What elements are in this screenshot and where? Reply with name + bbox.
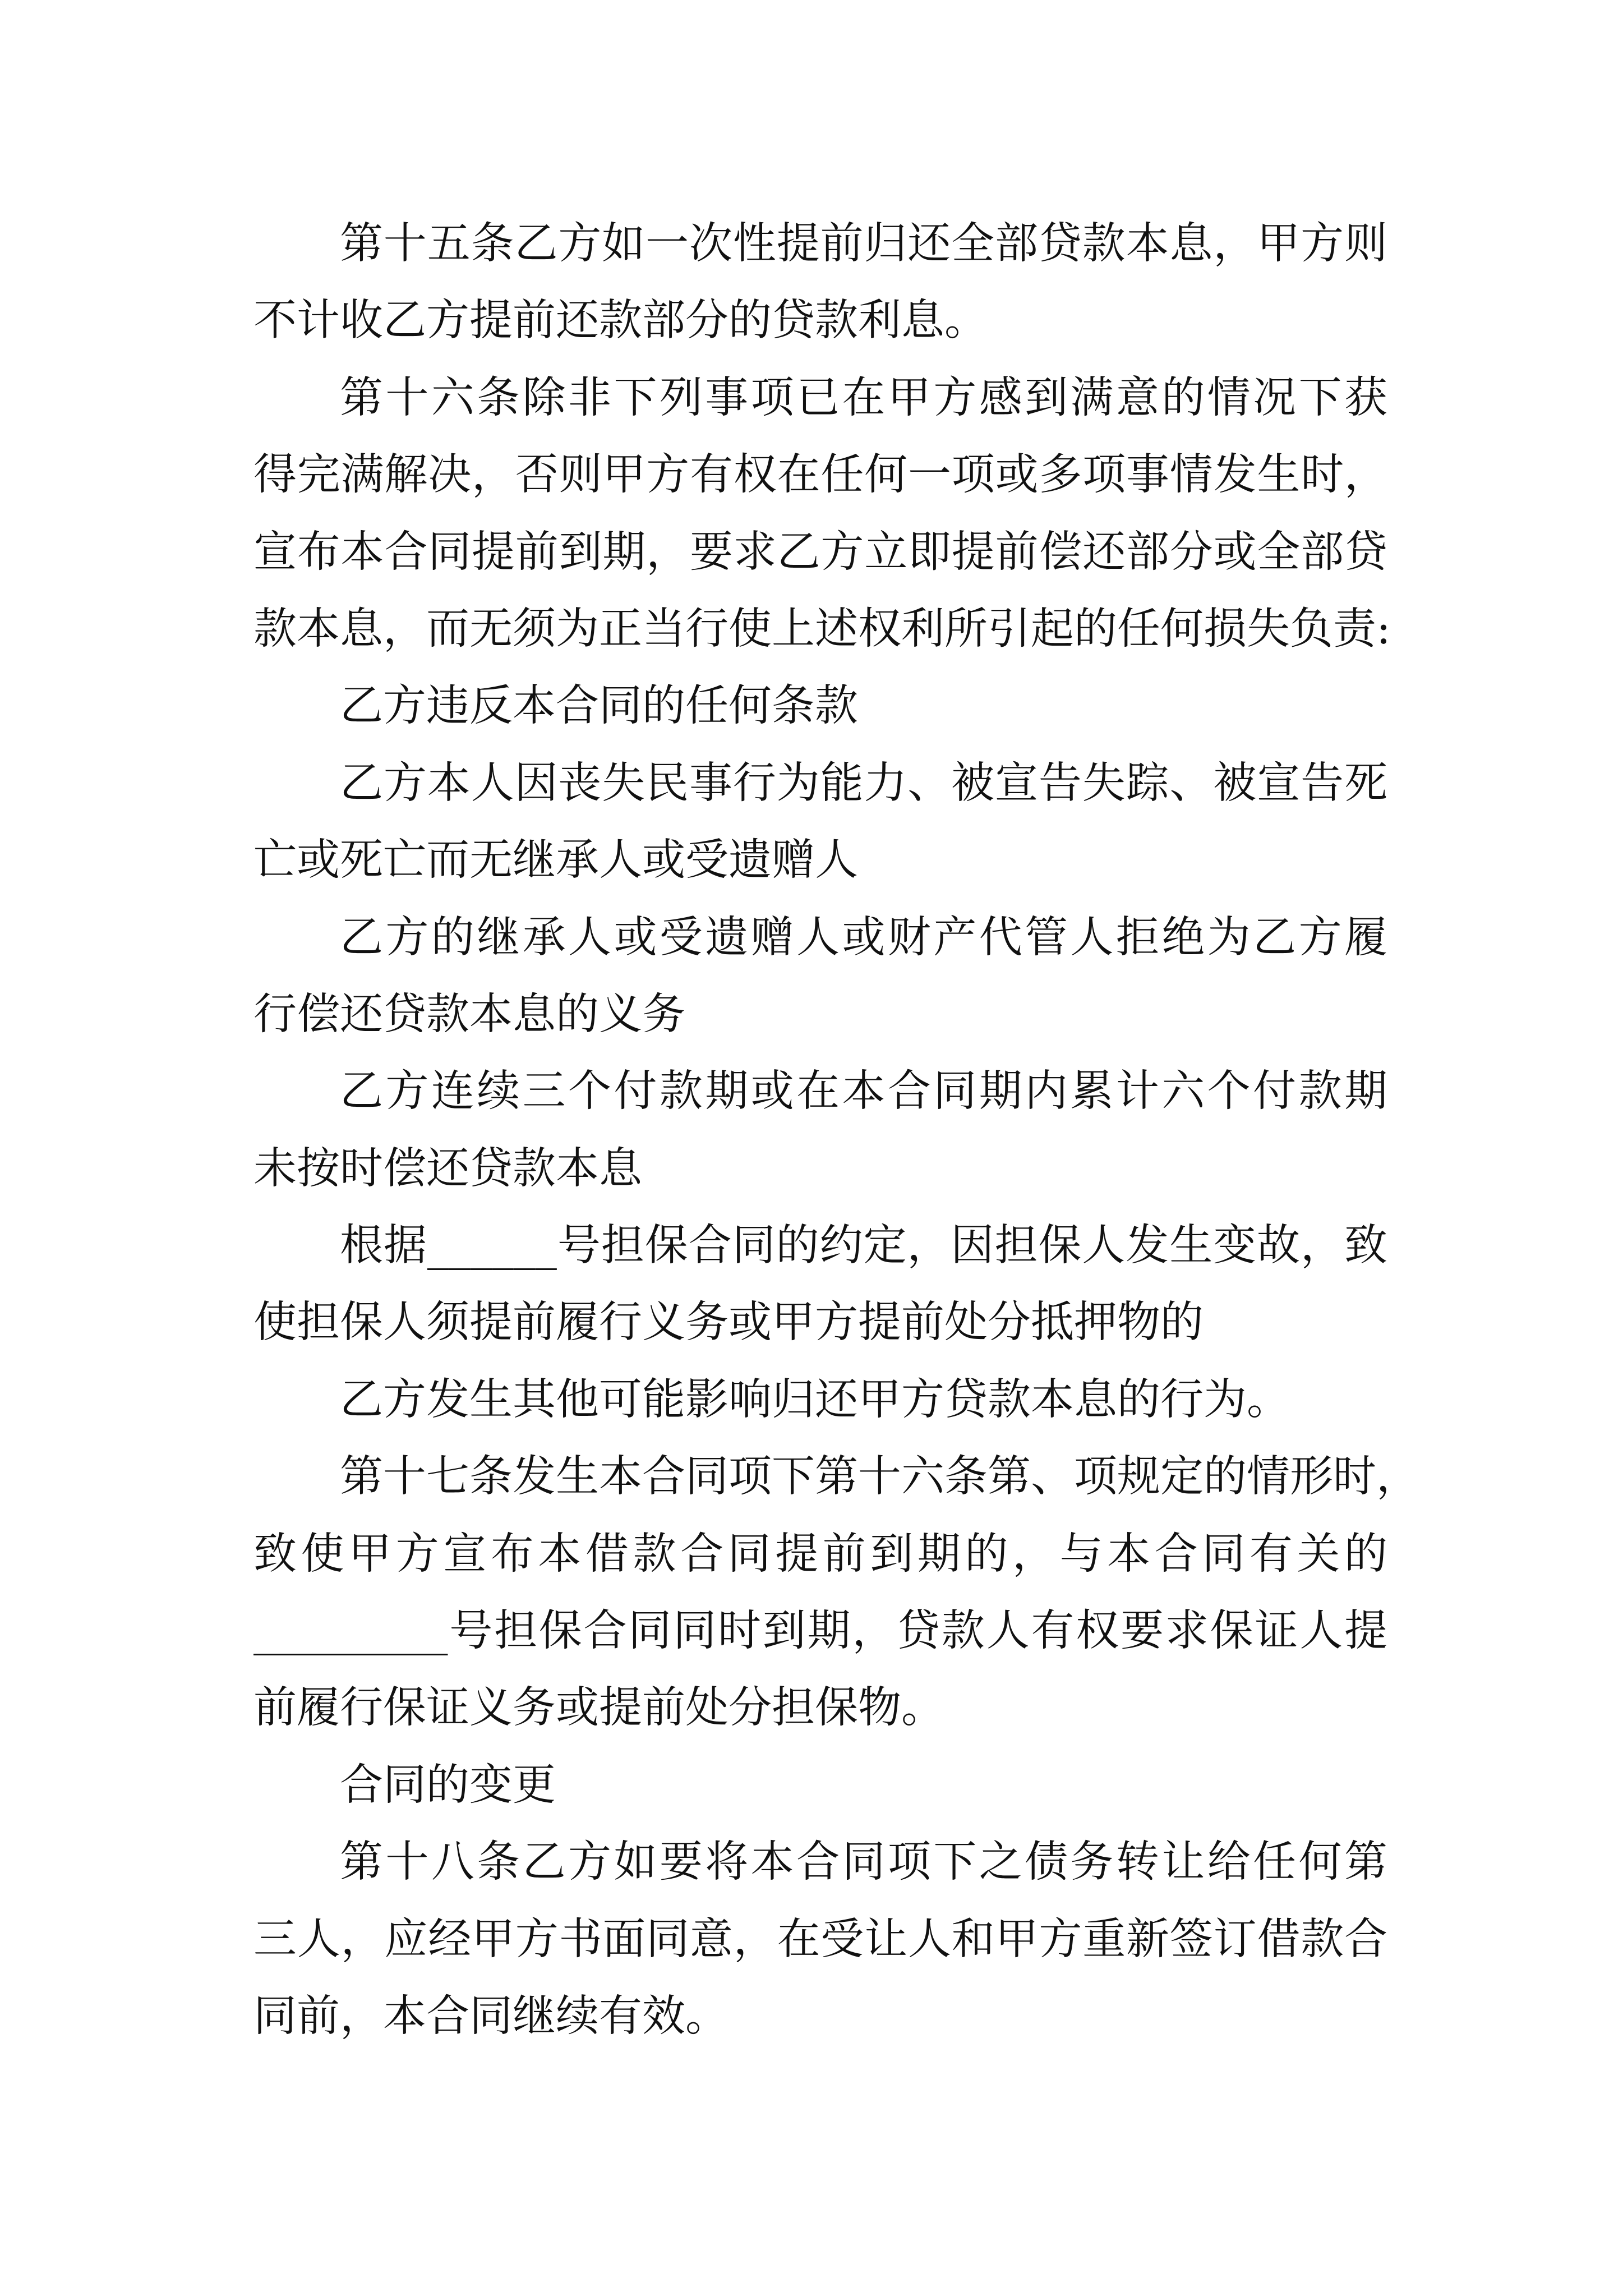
text-line: 第十五条乙方如一次性提前归还全部贷款本息，甲方则 [340,219,1387,269]
text-line: 使担保人须提前履行义务或甲方提前处分抵押物的 [253,1297,1204,1348]
text-line: 前履行保证义务或提前处分担保物。 [253,1683,944,1733]
article-16-item [253,1361,1387,1438]
section-heading [253,1747,1387,1824]
article-17-paragraph [253,1438,1419,1747]
text-line: 乙方的继承人或受遗赠人或财产代管人拒绝为乙方履 [340,912,1387,963]
text-line: 第十八条乙方如要将本合同项下之债务转让给任何第 [340,1837,1387,1888]
text-line: 乙方违反本合同的任何条款 [340,681,858,731]
article-16-item [253,668,1387,744]
text-line: 得完满解决，否则甲方有权在任何一项或多项事情发生时， [253,450,1387,500]
article-15-paragraph [253,205,1387,360]
text-line: 款本息，而无须为正当行使上述权利所引起的任何损失负责: [253,604,1391,654]
text-line: 同前，本合同继续有效。 [253,1991,728,2041]
article-16-paragraph [253,360,1391,668]
text-line: 乙方本人因丧失民事行为能力、被宣告失踪、被宣告死 [340,758,1387,808]
text-line: 致使甲方宣布本借款合同提前到期的，与本合同有关的 [253,1529,1387,1579]
text-line: 根据______号担保合同的约定，因担保人发生变故，致 [340,1221,1387,1271]
text-line: 宣布本合同提前到期，要求乙方立即提前偿还部分或全部贷 [253,527,1387,577]
text-line: 合同的变更 [340,1760,556,1810]
document-body [253,205,1419,2055]
text-line: 不计收乙方提前还款部分的贷款利息。 [253,296,988,346]
text-line: 乙方连续三个付款期或在本合同期内累计六个付款期 [340,1066,1387,1117]
article-18-paragraph [253,1824,1387,2055]
article-16-item [253,1207,1387,1361]
text-line: 未按时偿还贷款本息 [253,1143,642,1194]
text-line: 亡或死亡而无继承人或受遗赠人 [253,835,858,886]
article-16-item [253,899,1387,1053]
text-line: 第十六条除非下列事项已在甲方感到满意的情况下获 [340,372,1387,423]
article-16-item [253,1053,1387,1207]
article-16-item [253,745,1387,899]
text-line: 乙方发生其他可能影响归还甲方贷款本息的行为。 [340,1374,1290,1425]
text-line: 三人，应经甲方书面同意，在受让人和甲方重新签订借款合 [253,1914,1387,1964]
text-line: 行偿还贷款本息的义务 [253,989,685,1039]
text-line: 第十七条发生本合同项下第十六条第、项规定的情形时， [340,1452,1419,1502]
text-line: _________号担保合同同时到期，贷款人有权要求保证人提 [253,1606,1387,1657]
